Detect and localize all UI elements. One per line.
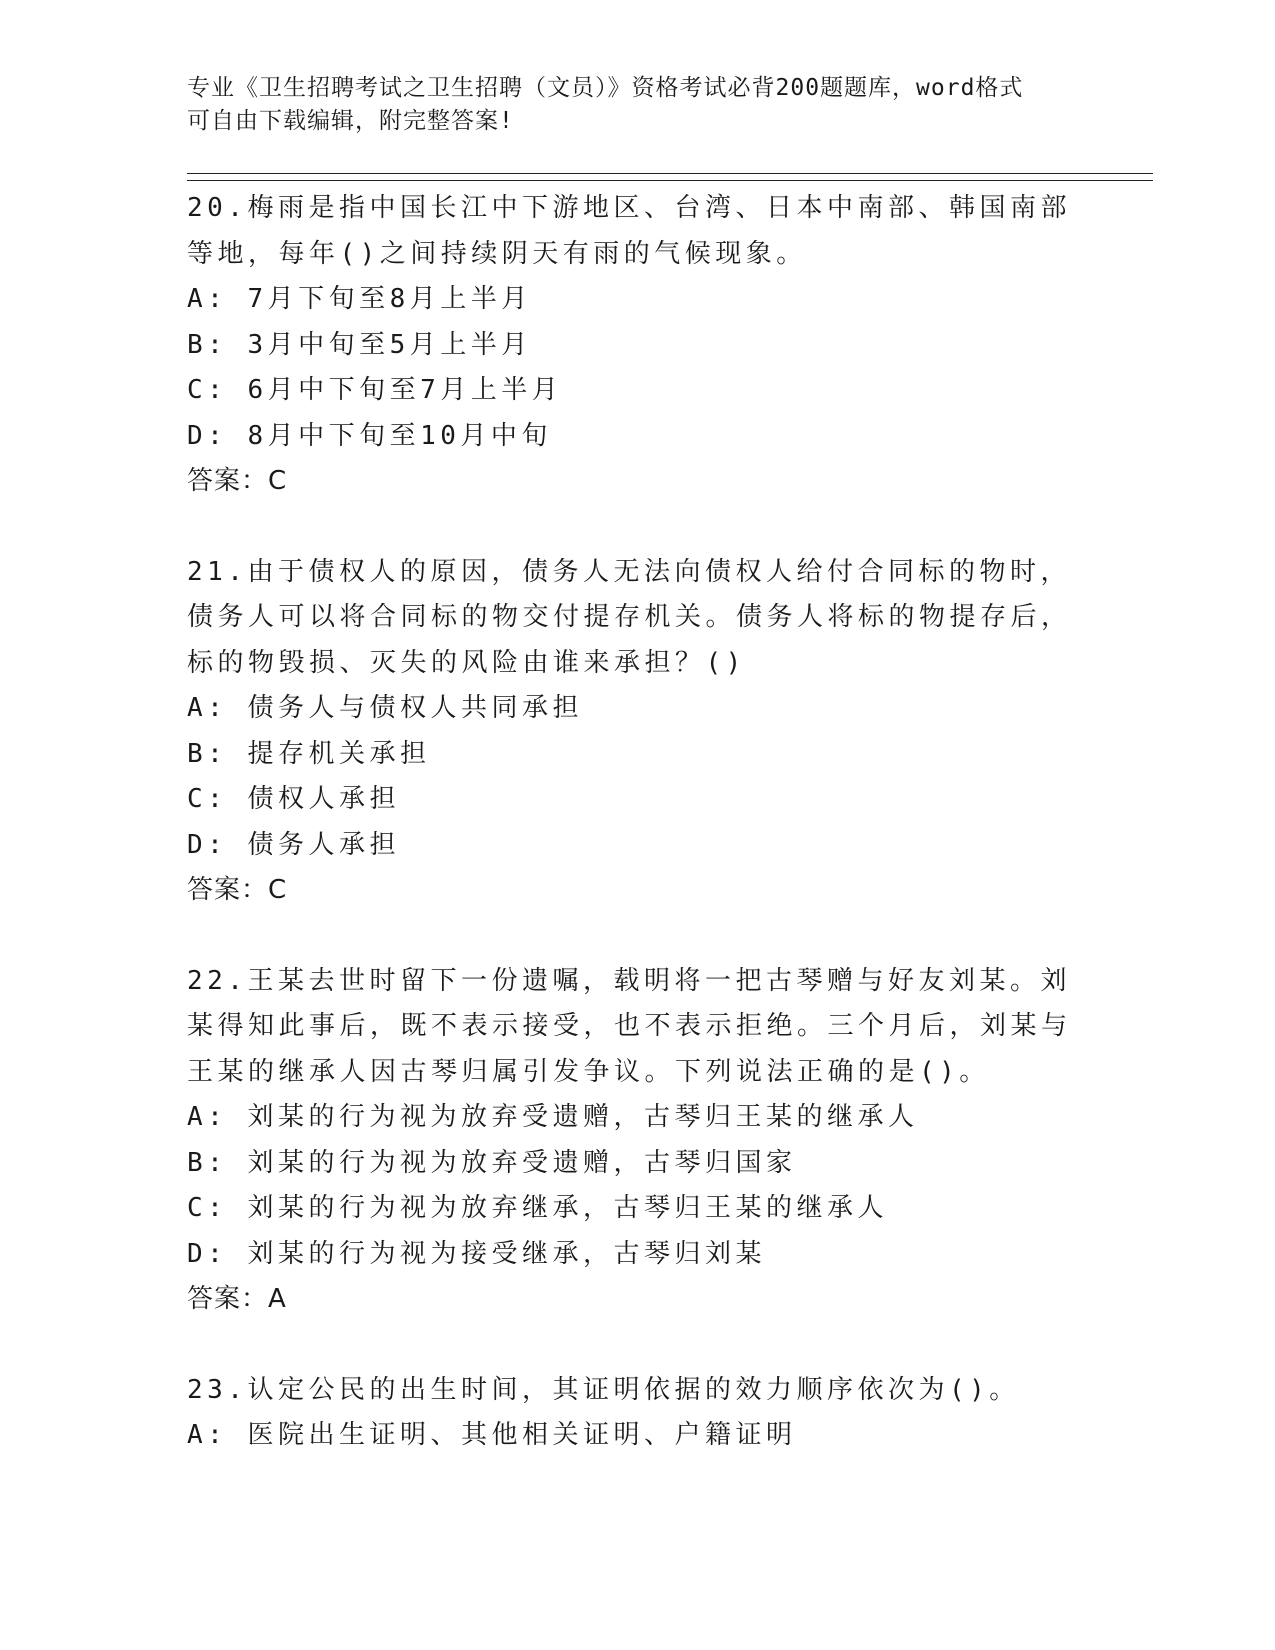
option-c: C: 6月中下旬至7月上半月	[187, 375, 563, 405]
question-text: 23.认定公民的出生时间，其证明依据的效力顺序依次为()。	[187, 1374, 1020, 1405]
header-line-2: 可自由下载编辑，附完整答案!	[187, 108, 514, 134]
option-c: C: 债权人承担	[187, 784, 400, 814]
option-a: A: 医院出生证明、其他相关证明、户籍证明	[187, 1420, 797, 1450]
question-20	[187, 186, 1087, 505]
option-b: B: 刘某的行为视为放弃受遗赠，古琴归国家	[187, 1147, 797, 1178]
answer: 答案：C	[187, 875, 288, 905]
question-22	[187, 959, 1087, 1323]
answer: 答案：A	[187, 1284, 287, 1314]
header-line-1: 专业《卫生招聘考试之卫生招聘（文员）》资格考试必背200题题库，word格式	[187, 75, 1024, 101]
question-text: 21.由于债权人的原因，债务人无法向债权人给付合同标的物时，债务人可以将合同标的物交付提存机关。债务人将标的物提存后，标的物毁损、灭失的风险由谁来承担？()	[187, 556, 1072, 678]
document-header	[187, 72, 1087, 138]
question-separator	[187, 914, 1087, 959]
option-d: D: 刘某的行为视为接受继承，古琴归刘某	[187, 1238, 766, 1269]
option-a: A: 7月下旬至8月上半月	[187, 284, 532, 314]
answer: 答案：C	[187, 466, 288, 496]
question-separator	[187, 1323, 1087, 1368]
option-d: D: 8月中下旬至10月中旬	[187, 420, 552, 451]
question-text: 20.梅雨是指中国长江中下游地区、台湾、日本中南部、韩国南部等地，每年()之间持续阴天有雨的气候现象。	[187, 193, 1071, 269]
question-separator	[187, 505, 1087, 550]
option-c: C: 刘某的行为视为放弃继承，古琴归王某的继承人	[187, 1193, 888, 1223]
question-text: 22.王某去世时留下一份遗嘱，载明将一把古琴赠与好友刘某。刘某得知此事后，既不表示接受，也不表示拒绝。三个月后，刘某与王某的继承人因古琴归属引发争议。下列说法正确的是()。	[187, 965, 1072, 1087]
option-a: A: 债务人与债权人共同承担	[187, 693, 583, 723]
header-rule-top	[187, 173, 1153, 174]
option-b: B: 提存机关承担	[187, 738, 431, 769]
question-list	[187, 186, 1087, 1459]
question-23	[187, 1368, 1087, 1459]
option-d: D: 债务人承担	[187, 829, 400, 860]
option-a: A: 刘某的行为视为放弃受遗赠，古琴归王某的继承人	[187, 1102, 919, 1132]
header-rule-bottom	[187, 180, 1153, 181]
option-b: B: 3月中旬至5月上半月	[187, 329, 532, 360]
question-21	[187, 550, 1087, 914]
